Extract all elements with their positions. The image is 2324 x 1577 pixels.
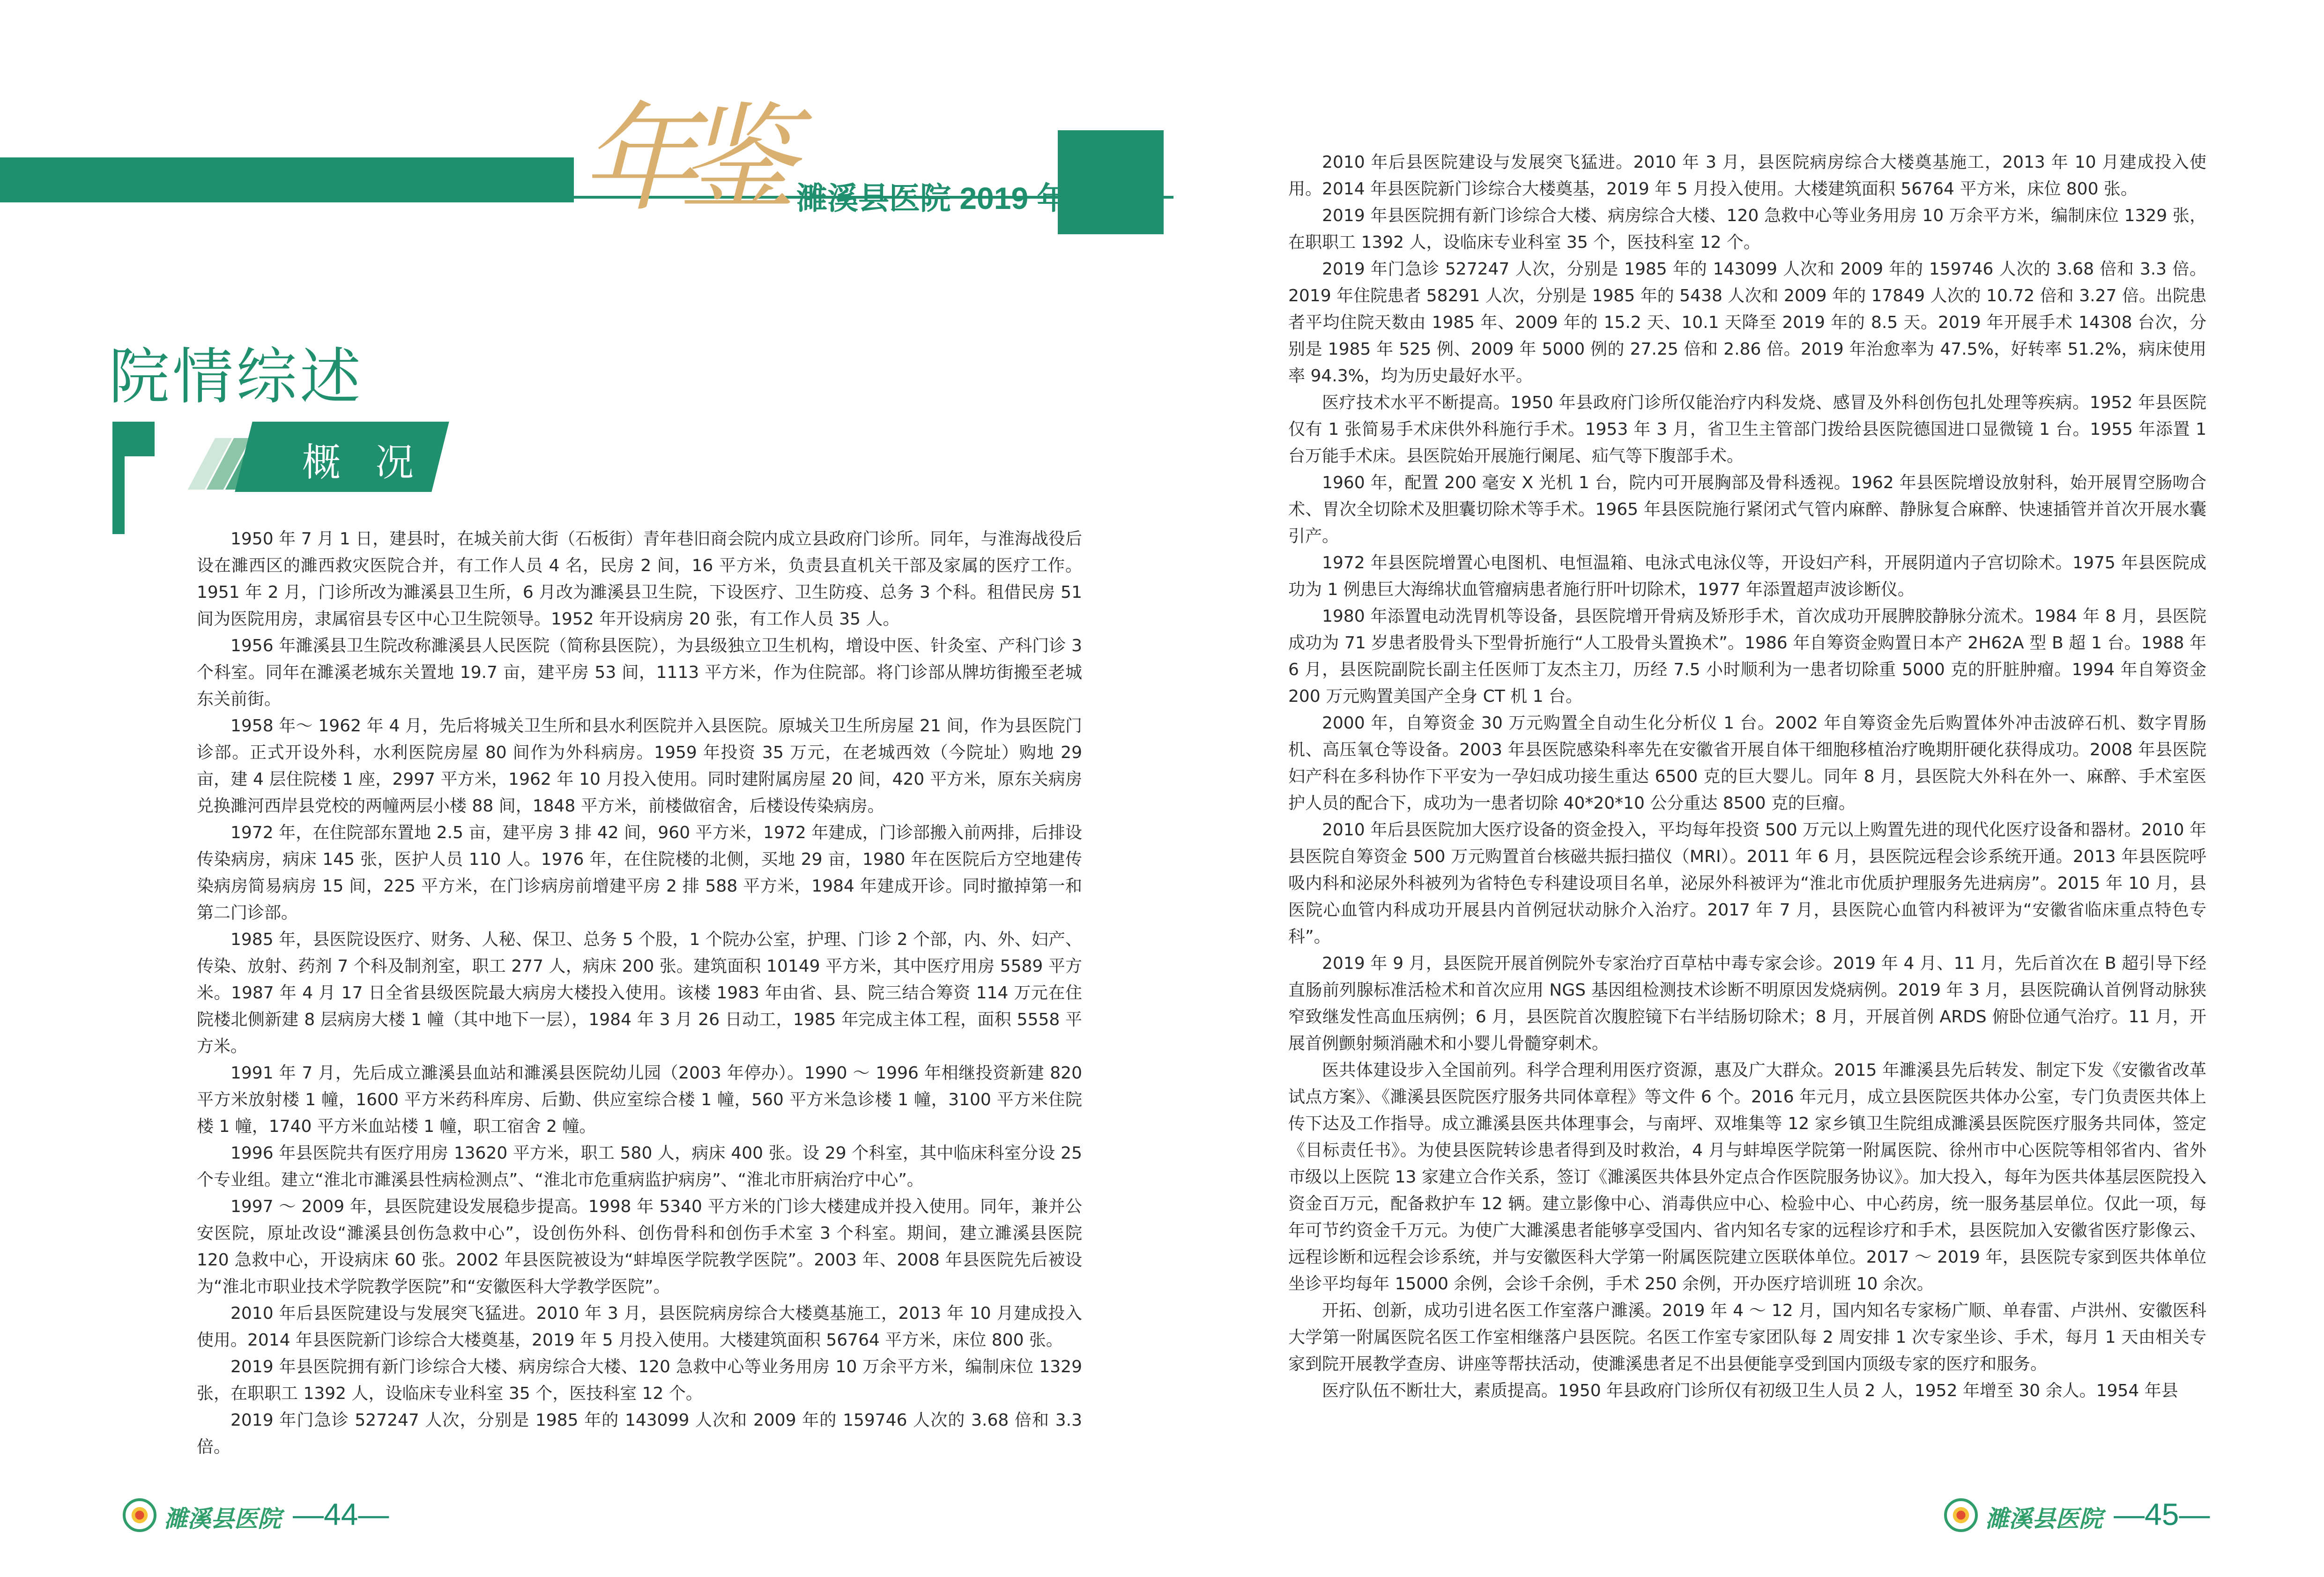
right-text-column xyxy=(1288,149,2206,1461)
paragraph: 医疗队伍不断壮大，素质提高。1950 年县政府门诊所仅有初级卫生人员 2 人，1952 年增至 30 余人。1954 年县 xyxy=(1322,1381,2178,1400)
paragraph: 2010 年后县医院加大医疗设备的资金投入，平均每年投资 500 万元以上购置先进的现代化医疗设备和器材。2010 年县医院自筹资金 500 万元购置首台核磁共振扫描仪（MRI）。2011 年 6 月，县医院远程会诊系统开通。2013 年县医院呼吸内科和泌尿外科被列为省特色专科建设项目名单，泌尿外科被评为“淮北市优质护理服务先进病房”。2015 年 10 月，县医院心血管内科成功开展县内首例冠状动脉介入治疗。2017 年 7 月，县医院心血管内科被评为“安徽省临床重点特色专科”。 xyxy=(1288,820,2206,946)
paragraph: 1956 年濉溪县卫生院改称濉溪县人民医院（简称县医院），为县级独立卫生机构，增设中医、针灸室、产科门诊 3 个科室。同年在濉溪老城东关置地 19.7 亩，建平房 53 间，1113 平方米，作为住院部。将门诊部从牌坊街搬至老城东关前街。 xyxy=(197,636,1082,709)
footer-hospital-name: 濉溪县医院 xyxy=(164,1505,281,1532)
hospital-logo-icon xyxy=(123,1498,156,1532)
paragraph: 2019 年门急诊 527247 人次，分别是 1985 年的 143099 人次和 2009 年的 159746 人次的 3.68 倍和 3.3 倍。2019 年住院患者 58291 人次，分别是 1985 年的 5438 人次和 2009 年的 17849 人次的 10.72 倍和 3.27 倍。出院患者平均住院天数由 1985 年、2009 年的 15.2 天、10.1 天降至 2019 年的 8.5 天。2019 年开展手术 14308 台次，分别是 1985 年 525 例、2009 年 5000 例的 27.25 倍和 2.86 倍。2019 年治愈率为 47.5%，好转率 51.2%，病床使用率 94.3%，均为历史最好水平。 xyxy=(1288,260,2206,386)
paragraph: 开拓、创新，成功引进名医工作室落户濉溪。2019 年 4 ～ 12 月，国内知名专家杨广顺、单春雷、卢洪州、安徽医科大学第一附属医院名医工作室相继落户县医院。名医工作室专家团队每 2 周安排 1 次专家坐诊、手术，每月 1 天由相关专家到院开展教学查房、讲座等帮扶活动，使濉溪患者足不出县便能享受到国内顶级专家的医疗和服务。 xyxy=(1288,1301,2206,1374)
header-band xyxy=(0,157,574,202)
paragraph: 2010 年后县医院建设与发展突飞猛进。2010 年 3 月，县医院病房综合大楼奠基施工，2013 年 10 月建成投入使用。2014 年县医院新门诊综合大楼奠基，2019 年 5 月投入使用。大楼建筑面积 56764 平方米，床位 800 张。 xyxy=(1288,153,2206,199)
hospital-logo-icon xyxy=(1944,1498,1978,1532)
paragraph: 1972 年县医院增置心电图机、电恒温箱、电泳式电泳仪等，开设妇产科，开展阴道内子宫切除术。1975 年县医院成功为 1 例患巨大海绵状血管瘤病患者施行肝叶切除术，1977 年添置超声波诊断仪。 xyxy=(1288,553,2206,599)
paragraph: 2010 年后县医院建设与发展突飞猛进。2010 年 3 月，县医院病房综合大楼奠基施工，2013 年 10 月建成投入使用。2014 年县医院新门诊综合大楼奠基，2019 年 5 月投入使用。大楼建筑面积 56764 平方米，床位 800 张。 xyxy=(197,1304,1082,1350)
page-number: —45— xyxy=(2114,1497,2210,1532)
paragraph: 1960 年，配置 200 毫安 X 光机 1 台，院内可开展胸部及骨科透视。1962 年县医院增设放射科，始开展胃空肠吻合术、胃次全切除术及胆囊切除术等手术。1965 年县医院施行紧闭式气管内麻醉、静脉复合麻醉、快速插管并首次开展水囊引产。 xyxy=(1288,473,2206,546)
header-accent-square xyxy=(1058,130,1164,234)
paragraph: 1991 年 7 月，先后成立濉溪县血站和濉溪县医院幼儿园（2003 年停办）。1990 ～ 1996 年相继投资新建 820 平方米放射楼 1 幢，1600 平方米药科库房、后勤、供应室综合楼 1 幢，560 平方米急诊楼 1 幢，3100 平方米住院楼 1 幢，1740 平方米血站楼 1 幢，职工宿舍 2 幢。 xyxy=(197,1064,1082,1136)
paragraph: 1997 ～ 2009 年，县医院建设发展稳步提高。1998 年 5340 平方米的门诊大楼建成并投入使用。同年，兼并公安医院，原址改设“濉溪县创伤急救中心”，设创伤外科、创伤骨科和创伤手术室 3 个科室。期间，建立濉溪县医院 120 急救中心，开设病床 60 张。2002 年县医院被设为“蚌埠医学院教学医院”。2003 年、2008 年县医院先后被设为“淮北市职业技术学院教学医院”和“安徽医科大学教学医院”。 xyxy=(197,1197,1082,1296)
paragraph: 2019 年县医院拥有新门诊综合大楼、病房综合大楼、120 急救中心等业务用房 10 万余平方米，编制床位 1329 张，在职职工 1392 人，设临床专业科室 35 个，医技科室 12 个。 xyxy=(1288,206,2206,252)
yearbook-calligraphy: 年鉴 xyxy=(581,91,778,227)
paragraph: 1980 年添置电动洗胃机等设备，县医院增开骨病及矫形手术，首次成功开展脾胶静脉分流术。1984 年 8 月，县医院成功为 71 岁患者股骨头下型骨折施行“人工股骨头置换术”。1986 年自筹资金购置日本产 2H62A 型 B 超 1 台。1988 年 6 月，县医院副院长副主任医师丁友杰主刀，历经 7.5 小时顺利为一患者切除重 5000 克的肝脏肿瘤。1994 年自筹资金 200 万元购置美国产全身 CT 机 1 台。 xyxy=(1288,607,2206,706)
paragraph: 1985 年，县医院设医疗、财务、人秘、保卫、总务 5 个股，1 个院办公室，护理、门诊 2 个部，内、外、妇产、传染、放射、药剂 7 个科及制剂室，职工 277 人，病床 200 张。建筑面积 10149 平方米，其中医疗用房 5589 平方米。1987 年 4 月 17 日全省县级医院最大病房大楼投入使用。该楼 1983 年由省、县、院三结合筹资 114 万元在住院楼北侧新建 8 层病房大楼 1 幢（其中地下一层），1984 年 3 月 26 日动工，1985 年完成主体工程，面积 5558 平方米。 xyxy=(197,930,1082,1056)
header-title: 濉溪县医院 2019 年 xyxy=(796,181,1068,216)
paragraph: 医疗技术水平不断提高。1950 年县政府门诊所仅能治疗内科发烧、感冒及外科创伤包扎处理等疾病。1952 年县医院仅有 1 张简易手术床供外科施行手术。1953 年 3 月，省卫生主管部门拨给县医院德国进口显微镜 1 台。1955 年添置 1 台万能手术床。县医院始开展施行阑尾、疝气等下腹部手术。 xyxy=(1288,393,2206,466)
section-heading: 概 况 xyxy=(302,440,425,485)
paragraph: 2019 年县医院拥有新门诊综合大楼、病房综合大楼、120 急救中心等业务用房 10 万余平方米，编制床位 1329 张，在职职工 1392 人，设临床专业科室 35 个，医技科室 12 个。 xyxy=(197,1357,1082,1403)
paragraph: 1996 年县医院共有医疗用房 13620 平方米，职工 580 人，病床 400 张。设 29 个科室，其中临床科室分设 25 个专业组。建立“淮北市濉溪县性病检测点”、“淮北市危重病监护病房”、“淮北市肝病治疗中心”。 xyxy=(197,1144,1082,1190)
paragraph: 2000 年，自筹资金 30 万元购置全自动生化分析仪 1 台。2002 年自筹资金先后购置体外冲击波碎石机、数字胃肠机、高压氧仓等设备。2003 年县医院感染科率先在安徽省开展自体干细胞移植治疗晚期肝硬化获得成功。2008 年县医院妇产科在多科协作下平安为一孕妇成功接生重达 6500 克的巨大婴儿。同年 8 月，县医院大外科在外一、麻醉、手术室医护人员的配合下，成功为一患者切除 40*20*10 公分重达 8500 克的巨瘤。 xyxy=(1288,714,2206,813)
footer-hospital-name: 濉溪县医院 xyxy=(1985,1505,2102,1532)
paragraph: 1972 年，在住院部东置地 2.5 亩，建平房 3 排 42 间，960 平方米，1972 年建成，门诊部搬入前两排，后排设传染病房，病床 145 张，医护人员 110 人。1976 年，在住院楼的北侧，买地 29 亩，1980 年在医院后方空地建传染病房简易病房 15 间，225 平方米，在门诊病房前增建平房 2 排 588 平方米，1984 年建成开诊。同时撤掉第一和第二门诊部。 xyxy=(197,823,1082,922)
paragraph: 2019 年 9 月，县医院开展首例院外专家治疗百草枯中毒专家会诊。2019 年 4 月、11 月，先后首次在 B 超引导下经直肠前列腺标准活检术和首次应用 NGS 基因组检测技术诊断不明原因发烧病例。2019 年 3 月，县医院确认首例肾动脉狭窄致继发性高血压病例；6 月，县医院首次腹腔镜下右半结肠切除术；8 月，开展首例 ARDS 俯卧位通气治疗。11 月，开展首例颤射频消融术和小婴儿骨髓穿刺术。 xyxy=(1288,954,2206,1053)
page-number: —44— xyxy=(293,1497,389,1532)
section-marker-line xyxy=(112,422,125,534)
left-text-column xyxy=(197,526,1082,1467)
paragraph: 2019 年门急诊 527247 人次，分别是 1985 年的 143099 人次和 2009 年的 159746 人次的 3.68 倍和 3.3 倍。 xyxy=(197,1411,1082,1457)
paragraph: 医共体建设步入全国前列。科学合理利用医疗资源，惠及广大群众。2015 年濉溪县先后转发、制定下发《安徽省改革试点方案》、《濉溪县医院医疗服务共同体章程》等文件 6 个。2016 年元月，成立县医院医共体办公室，专门负责医共体上传下达及工作指导。成立濉溪县医共体理事会，与南坪、双堆集等 12 家乡镇卫生院组成濉溪县医院医疗服务共同体，签定《目标责任书》。为使县医院转诊患者得到及时救治，4 月与蚌埠医学院第一附属医院、徐州市中心医院等相邻省内、省外市级以上医院 13 家建立合作关系，签订《濉溪医共体县外定点合作医院服务协议》。加大投入，每年为医共体基层医院投入资金百万元，配备救护车 12 辆。建立影像中心、消毒供应中心、检验中心、中心药房，统一服务基层单位。仅此一项，每年可节约资金千万元。为使广大濉溪患者能够享受国内、省内知名专家的远程诊疗和手术，县医院加入安徽省医疗影像云、远程诊断和远程会诊系统，并与安徽医科大学第一附属医院建立医联体单位。2017 ～ 2019 年，县医院专家到医共体单位坐诊平均每年 15000 余例，会诊千余例，手术 250 余例，开办医疗培训班 10 余次。 xyxy=(1288,1061,2206,1294)
paragraph: 1958 年～ 1962 年 4 月，先后将城关卫生所和县水利医院并入县医院。原城关卫生所房屋 21 间，作为县医院门诊部。正式开设外科，水利医院房屋 80 间作为外科病房。1959 年投资 35 万元，在老城西效（今院址）购地 29 亩，建 4 层住院楼 1 座，2997 平方米，1962 年 10 月投入使用。同时建附属房屋 20 间，420 平方米，原东关病房兑换濉河西岸县党校的两幢两层小楼 88 间，1848 平方米，前楼做宿舍，后楼设传染病房。 xyxy=(197,716,1082,816)
paragraph: 1950 年 7 月 1 日，建县时，在城关前大街（石板街）青年巷旧商会院内成立县政府门诊所。同年，与淮海战役后设在濉西区的濉西救灾医院合并，有工作人员 4 名，民房 2 间，16 平方米，负责县直机关干部及家属的医疗工作。1951 年 2 月，门诊所改为濉溪县卫生所，6 月改为濉溪县卫生院，下设医疗、卫生防疫、总务 3 个科。租借民房 51 间为医院用房，隶属宿县专区中心卫生院领导。1952 年开设病房 20 张，有工作人员 35 人。 xyxy=(197,529,1082,629)
page-title: 院情综述 xyxy=(109,341,364,412)
